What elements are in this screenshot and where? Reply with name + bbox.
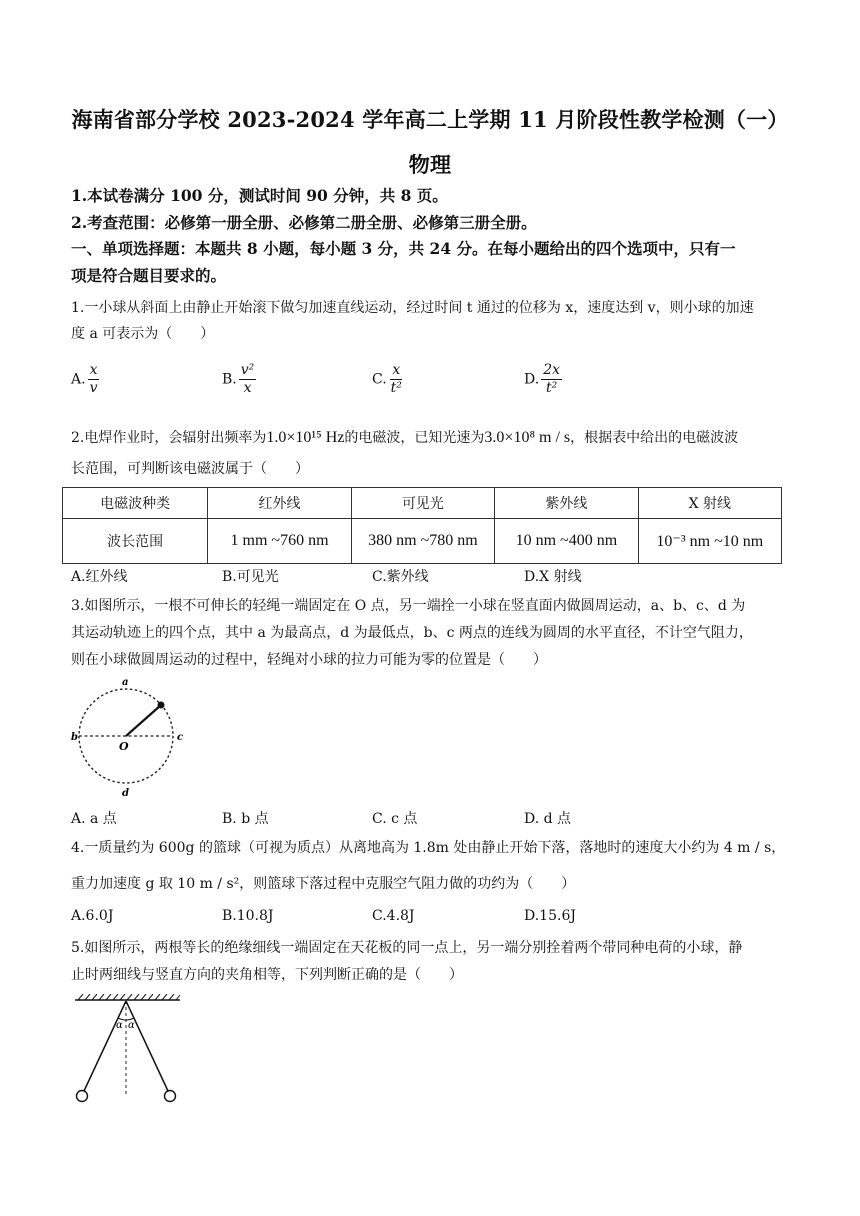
q3-line3: 则在小球做圆周运动的过程中，轻绳对小球的拉力可能为零的位置是（ ） — [71, 652, 547, 668]
q2-line2: 长范围，可判断该电磁波属于（ ） — [71, 461, 309, 477]
q2-line1: 2.电焊作业时，会辐射出频率为1.0×10¹⁵ Hz的电磁波，已知光速为3.0×10⁸ m / s，根据表中给出的电磁波波 — [71, 429, 739, 446]
q1-line1: 1.一小球从斜面上由静止开始滚下做匀加速直线运动，经过时间 t 通过的位移为 x，速度达到 v，则小球的加速 — [71, 300, 754, 316]
q3-line1: 3.如图所示，一根不可伸长的轻绳一端固定在 O 点，另一端拴一小球在竖直面内做圆周运动，a、b、c、d 为 — [71, 598, 746, 614]
table-header-cell: 可见光 — [351, 488, 494, 519]
table-row — [63, 519, 782, 564]
subject-title: 物理 — [408, 152, 452, 177]
charged-balls-figure — [70, 994, 185, 1109]
q2-option-a: A.红外线 — [71, 569, 128, 585]
table-header-row — [63, 488, 782, 519]
q2-option-b: B.可见光 — [222, 569, 279, 585]
q3-line2: 其运动轨迹上的四个点，其中 a 为最高点，d 为最低点，b、c 两点的连线为圆周的水平直径，不计空气阻力， — [71, 625, 753, 641]
angle-label-right: α — [128, 1020, 135, 1031]
table-cell: 10 nm ~400 nm — [495, 519, 638, 564]
q1-option-d: D. $\frac{2x}{\text{t²}}$ — [524, 362, 560, 396]
label-d: d — [122, 788, 129, 799]
label-b: b — [71, 732, 78, 743]
q4-line1: 4.一质量约为 600g 的篮球（可视为质点）从离地高为 1.8m 处由静止开始下落，落地时的速度大小约为 4 m / s， — [71, 840, 786, 856]
ball-icon — [158, 702, 165, 709]
q5-line1: 5.如图所示，两根等长的绝缘细线一端固定在天花板的同一点上，另一端分别拴着两个带同种电荷的小球，静 — [71, 940, 743, 956]
q4-option-b: B.10.8J — [222, 908, 274, 924]
q3-option-a: A. a 点 — [71, 811, 117, 827]
label-o: O — [119, 740, 129, 753]
q2-light-speed: 3.0×10⁸ m / s — [484, 429, 571, 446]
table-cell: 10⁻³ nm ~10 nm — [638, 519, 781, 564]
q1-line2: 度 a 可表示为（ ） — [71, 326, 215, 342]
label-c: c — [177, 732, 184, 743]
q5-line2: 止时两细线与竖直方向的夹角相等，下列判断正确的是（ ） — [71, 967, 463, 983]
q2-option-d: D.X 射线 — [524, 569, 582, 585]
q3-option-c: C. c 点 — [372, 811, 418, 827]
q4-option-d: D.15.6J — [524, 908, 576, 924]
q4-option-c: C.4.8J — [372, 908, 415, 924]
note-2: 2.考查范围：必修第一册全册、必修第二册全册、必修第三册全册。 — [71, 213, 537, 232]
ball-left-icon — [77, 1091, 88, 1102]
q3-option-d: D. d 点 — [524, 811, 572, 827]
q1-option-c: C. $\frac{x}{\text{t²}}$ — [372, 362, 402, 396]
ball-right-icon — [165, 1091, 176, 1102]
q3-option-b: B. b 点 — [222, 811, 269, 827]
q2-frequency: 1.0×10¹⁵ Hz — [266, 429, 345, 446]
table-header-cell: X 射线 — [638, 488, 781, 519]
q4-line2: 重力加速度 g 取 10 m / s²，则篮球下落过程中克服空气阻力做的功约为（ ） — [71, 876, 576, 892]
table-header-cell: 红外线 — [208, 488, 351, 519]
q2-option-c: C.紫外线 — [372, 569, 429, 585]
table-cell: 波长范围 — [63, 519, 208, 564]
table-cell: 380 nm ~780 nm — [351, 519, 494, 564]
section-heading-line2: 项是符合题目要求的。 — [71, 266, 227, 285]
circular-motion-figure — [70, 672, 190, 802]
angle-label-left: α — [116, 1020, 123, 1031]
note-1: 1.本试卷满分 100 分，测试时间 90 分钟，共 8 页。 — [71, 186, 448, 205]
table-cell: 1 mm ~760 nm — [208, 519, 351, 564]
q1-option-a: A. $\frac{x}{v}$ — [71, 362, 98, 396]
table-header-cell: 紫外线 — [495, 488, 638, 519]
wavelength-table — [62, 487, 782, 564]
q1-option-b: B. $\frac{\text{v²}}{x}$ — [222, 362, 255, 396]
section-heading-line1: 一、单项选择题：本题共 8 小题，每小题 3 分，共 24 分。在每小题给出的四个选项中，只有一 — [71, 239, 736, 258]
exam-title: 海南省部分学校 2023-2024 学年高二上学期 11 月阶段性教学检测（一） — [71, 107, 789, 132]
q4-option-a: A.6.0J — [71, 908, 114, 924]
label-a: a — [122, 677, 129, 688]
table-header-cell: 电磁波种类 — [63, 488, 208, 519]
